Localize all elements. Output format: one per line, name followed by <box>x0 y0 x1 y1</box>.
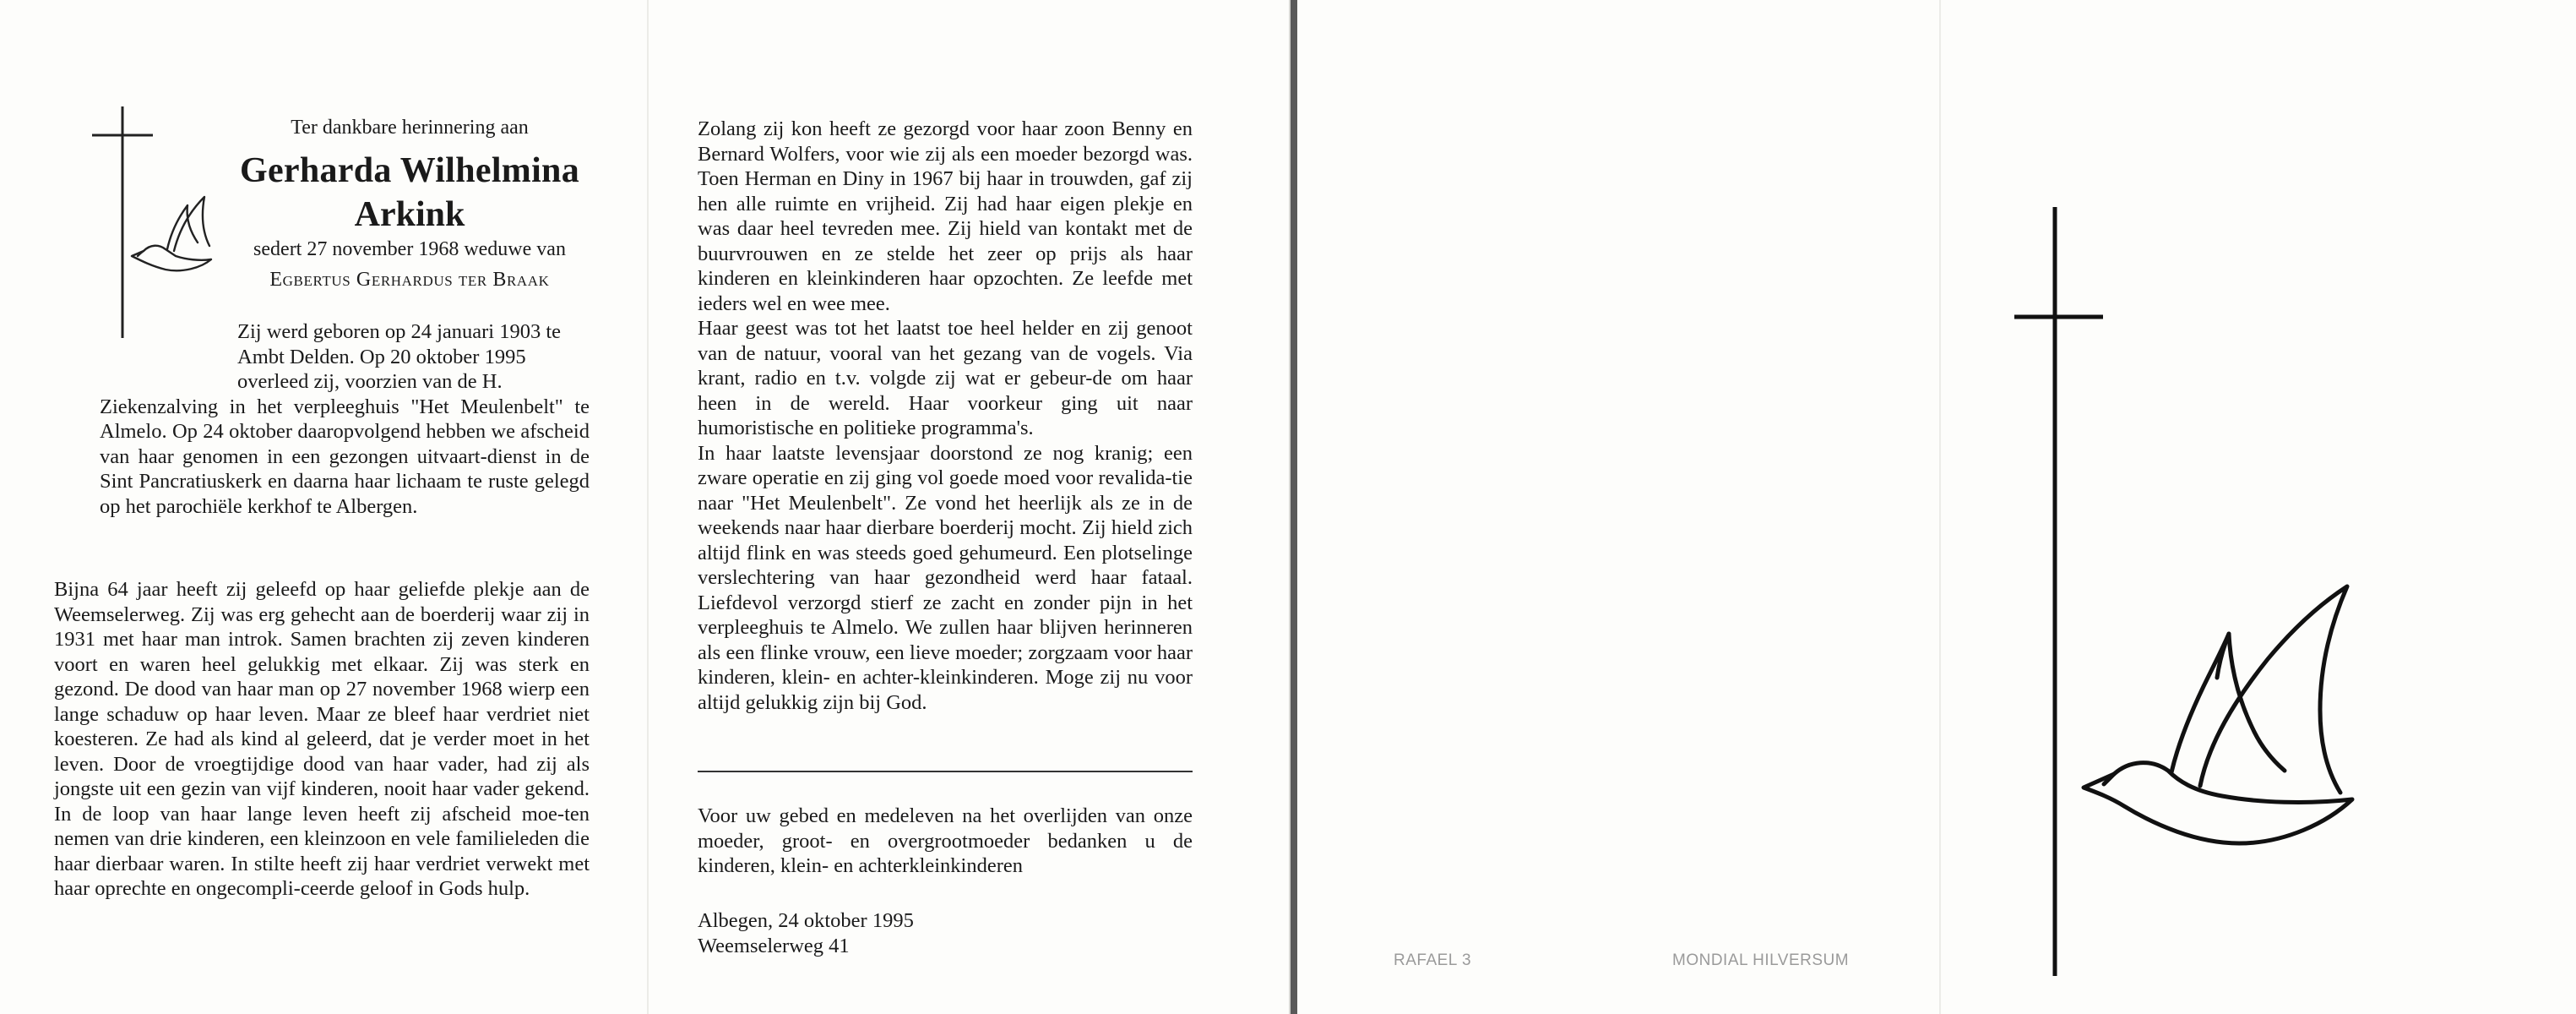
dove-icon <box>127 190 220 283</box>
life-paragraph: Bijna 64 jaar heeft zij geleefd op haar geliefde plekje aan de Weemselerweg. Zij was erg gehecht aan de boerderij waar zij in 1931 met haar man introk. Samen brachten zij zeven kinderen voort en waren heel gelukkig met elkaar. Zij was sterk en gezond. De dood van haar man op 27 november 1968 wierp een lange schaduw op haar leven. Maar ze bleef haar verdriet niet koesteren. Ze had als kind al geleerd, dat je verder moet in het leven. Door de vroegtijdige dood van haar vader, had zij als jongste uit een gezin van vijf kinderen, nooit haar vader gekend. In de loop van haar lange leven heeft zij afscheid moe-ten nemen van drie kinderen, een kleinzoon en vele familieleden die haar dierbaar waren. In stilte heeft zij haar verdriet verwekt met haar oprechte en ongecompli-ceerde geloof in Gods hulp. <box>54 578 590 900</box>
signature-block <box>698 908 1193 958</box>
fold-line <box>647 0 649 1014</box>
husband-name: Egbertus Gerhardus ter Braak <box>269 269 550 291</box>
text-line: overleed zij, voorzien van de H. <box>237 370 503 393</box>
printer-code: RAFAEL 3 <box>1394 951 1472 969</box>
address: Weemselerweg 41 <box>698 934 850 957</box>
place-date: Albegen, 24 oktober 1995 <box>698 909 914 932</box>
printer-name: MONDIAL HILVERSUM <box>1672 951 1850 969</box>
fold-line <box>1939 0 1941 1014</box>
text-line: Ambt Delden. Op 20 oktober 1995 <box>237 345 526 368</box>
birth-death-paragraph: Ziekenzalving in het verpleeghuis "Het Meulenbelt" te Almelo. Op 24 oktober daaropvolgend hebben we afscheid van haar genomen in een gezongen uitvaart-dienst in de Sint Pancratiuskerk en daarna haar lichaam te ruste gelegd op het parochiële kerkhof te Albergen. <box>100 395 590 518</box>
last-year-paragraph: In haar laatste levensjaar doorstond ze nog kranig; een zware operatie en zij ging vol goede moed voor revalida-tie naar "Het Meulenbelt". Ze vond het heerlijk als ze in de weekends naar haar dierbare boerderij mocht. Zij hield zich altijd flink en was steeds goed gehumeurd. Een plotselinge verslechtering van haar gezondheid werd haar fataal. Liefdevol verzorgd stierf ze zacht en zonder pijn in het verpleeghuis te Almelo. We zullen haar blijven herinneren als een flinke vrouw, een lieve moeder; zorgzaam voor haar kinderen, klein- en achter-kleinkinderen. Moge zij nu voor altijd gelukkig zijn bij God. <box>698 441 1193 714</box>
mind-paragraph: Haar geest was tot het laatst toe heel helder en zij genoot van de natuur, vooral van het gezang van de vogels. Via krant, radio en t.v. volgde zij wat er gebeur-de om haar heen in de wereld. Haar voorkeur ging uit naar humoristische en politieke programma's. <box>698 317 1193 439</box>
intro-text: Ter dankbare herinnering aan <box>291 117 529 139</box>
care-paragraph: Zolang zij kon heeft ze gezorgd voor haar zoon Benny en Bernard Wolfers, voor wie zij als een moeder bezorgd was. Toen Herman en Diny in 1967 bij haar in trouwden, gaf zij hen alle ruimte en vrijheid. Zij had haar eigen plekje en was daar heel tevreden mee. Zij hield van kontakt met de buurvrouwen en ze stelde het zeer op prijs als haar kinderen en kleinkinderen haar opzochten. Ze leefde met ieders wel en wee mee. <box>698 117 1193 315</box>
deceased-name-first: Gerharda Wilhelmina <box>239 151 579 190</box>
memories-text <box>698 117 1193 715</box>
deceased-name-last: Arkink <box>354 195 465 234</box>
text-line: Zij werd geboren op 24 januari 1903 te <box>237 320 562 343</box>
widow-line: sedert 27 november 1968 weduwe van <box>253 238 566 260</box>
thanks-paragraph: Voor uw gebed en medeleven na het overlijden van onze moeder, groot- en overgrootmoeder bedanken u de kinderen, klein- en achterkleinkinderen <box>698 804 1193 877</box>
birth-death-lines <box>237 319 590 395</box>
divider-line <box>698 771 1193 772</box>
large-dove-icon <box>2073 575 2394 870</box>
